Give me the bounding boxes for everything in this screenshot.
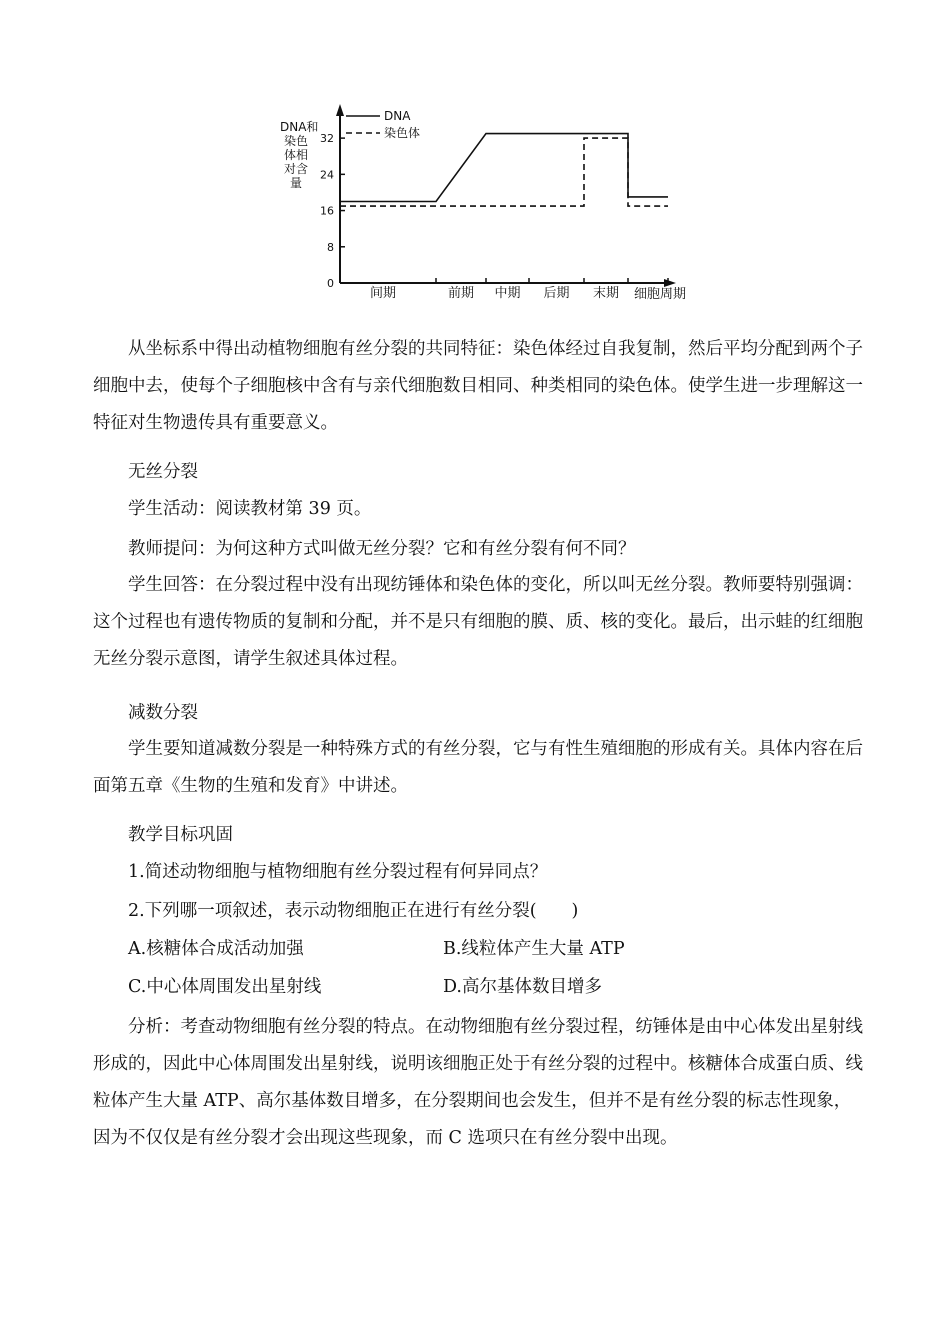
paragraph-4: 学生回答：在分裂过程中没有出现纺锤体和染色体的变化，所以叫无丝分裂。教师要特别强调：这个过程也有遗传物质的复制和分配，并不是只有细胞的膜、质、核的变化。最后，出示蛙的红细胞无丝分裂示意图，请学生叙述具体过程。 bbox=[93, 575, 863, 669]
x-tick-label: 后期 bbox=[543, 286, 570, 301]
y-ticks bbox=[320, 132, 345, 290]
y-axis-label-line-5: 量 bbox=[290, 176, 303, 190]
y-axis-label-line-2: 染色 bbox=[284, 134, 309, 148]
x-tick-label: 末期 bbox=[592, 286, 620, 301]
x-tick-label: 中期 bbox=[494, 286, 521, 301]
paragraph-2: 学生活动：阅读教材第 39 页。 bbox=[128, 499, 372, 519]
option-d: D.高尔基体数目增多 bbox=[443, 977, 602, 997]
paragraph-3: 教师提问：为何这种方式叫做无丝分裂？它和有丝分裂有何不同？ bbox=[128, 539, 636, 559]
series-line-dna bbox=[340, 134, 668, 202]
heading-review: 教学目标巩固 bbox=[128, 825, 233, 845]
y-axis-label-line-4: 对含 bbox=[284, 162, 309, 176]
y-tick-label: 24 bbox=[320, 168, 334, 182]
x-axis-arrow bbox=[664, 279, 676, 287]
chart bbox=[276, 100, 706, 310]
series bbox=[340, 134, 668, 206]
question-1: 1.简述动物细胞与植物细胞有丝分裂过程有何异同点？ bbox=[128, 862, 548, 882]
paragraph-1: 从坐标系中得出动植物细胞有丝分裂的共同特征：染色体经过自我复制，然后平均分配到两个子细胞中去，使每个子细胞核中含有与亲代细胞数目相同、种类相同的染色体。使学生进一步理解这一特征对生物遗传具有重要意义。 bbox=[93, 339, 863, 433]
x-axis-label: 细胞周期 bbox=[634, 287, 687, 302]
heading-amitosis: 无丝分裂 bbox=[128, 462, 198, 482]
option-c: C.中心体周围发出星射线 bbox=[128, 977, 322, 997]
x-tick-label: 前期 bbox=[447, 286, 475, 301]
heading-meiosis: 减数分裂 bbox=[128, 703, 198, 723]
y-tick-label: 0 bbox=[327, 277, 334, 290]
y-axis-label bbox=[280, 120, 318, 190]
phase-ticks bbox=[370, 278, 668, 301]
y-axis-label-line-1: DNA和 bbox=[280, 120, 319, 134]
y-tick-label: 16 bbox=[320, 204, 334, 218]
y-tick-label: 32 bbox=[320, 132, 334, 146]
legend bbox=[346, 109, 420, 140]
series-line-chromosome bbox=[340, 138, 668, 206]
legend-label: 染色体 bbox=[384, 126, 421, 140]
y-tick-label: 8 bbox=[327, 240, 334, 254]
question-2: 2.下列哪一项叙述，表示动物细胞正在进行有丝分裂( ) bbox=[128, 901, 579, 921]
x-tick-label: 间期 bbox=[369, 286, 397, 301]
option-a: A.核糖体合成活动加强 bbox=[128, 939, 304, 959]
paragraph-analysis: 分析：考查动物细胞有丝分裂的特点。在动物细胞有丝分裂过程，纺锤体是由中心体发出星射线形成的，因此中心体周围发出星射线，说明该细胞正处于有丝分裂的过程中。核糖体合成蛋白质、线粒体产生大量 ATP、高尔基体数目增多，在分裂期间也会发生，但并不是有丝分裂的标志性现象，因为不仅仅是有丝分裂才会出现这些现象，而 C 选项只在有丝分裂中出现。 bbox=[93, 1017, 863, 1148]
option-b: B.线粒体产生大量 ATP bbox=[443, 939, 625, 959]
legend-label: DNA bbox=[384, 109, 411, 123]
y-axis-label-line-3: 体相 bbox=[284, 148, 309, 162]
y-axis-arrow bbox=[336, 104, 344, 116]
paragraph-5: 学生要知道减数分裂是一种特殊方式的有丝分裂，它与有性生殖细胞的形成有关。具体内容在后面第五章《生物的生殖和发育》中讲述。 bbox=[93, 739, 863, 796]
